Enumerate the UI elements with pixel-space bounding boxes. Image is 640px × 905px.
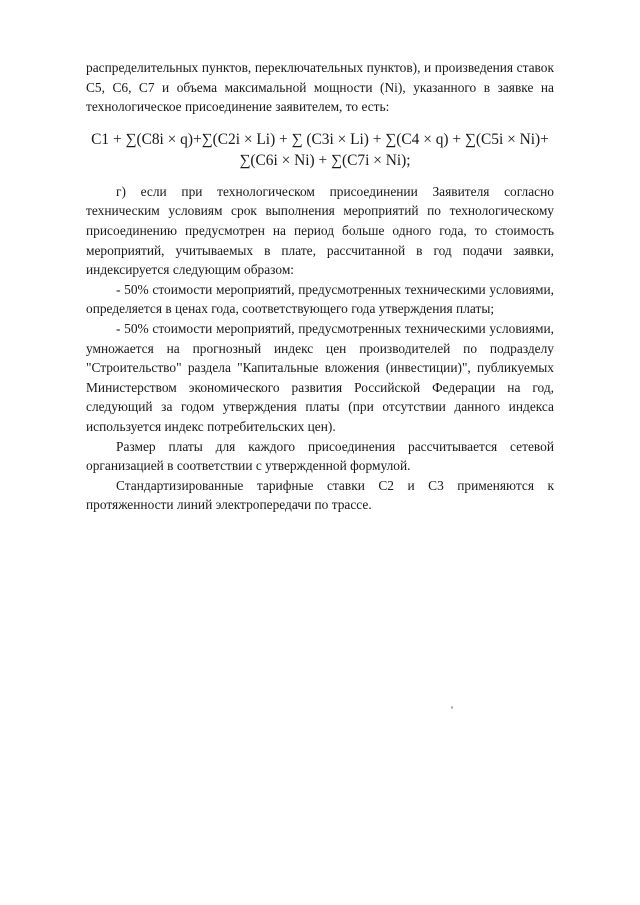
bullet-first-50-percent: - 50% стоимости мероприятий, предусмотренных техническими условиями, определяется в ценах года, соответствующего года утверждения платы; <box>86 281 554 317</box>
formula-line-1: C1 + ∑(C8i × q)+∑(C2i × Li) + ∑ (C3i × Li) + ∑(C4 × q) + ∑(C5i × Ni)+ <box>91 130 549 148</box>
bullet-second-50-percent: - 50% стоимости мероприятий, предусмотренных техническими условиями, умножается на прогнозный индекс цен производителей по подразделу "Строительство" раздела "Капитальные вложения (инвестиции)", публикуемых Министерством экономического развития Российской Федерации на год, следующий за годом утверждения платы (при отсутствии данного индекса используется индекс потребительских цен). <box>86 320 554 434</box>
paragraph-fee-amount: Размер платы для каждого присоединения рассчитывается сетевой организацией в соответствии с утвержденной формулой. <box>86 438 554 474</box>
clause-g: г) если при технологическом присоединении Заявителя согласно техническим условиям срок выполнения мероприятий по технологическому присоединению предусмотрен на период больше одного года, то стоимость мероприятий, учитываемых в плате, рассчитанной в год подачи заявки, индексируется следующим образом: <box>86 183 554 278</box>
document-text-body <box>86 58 554 515</box>
cost-formula <box>86 117 554 182</box>
intro-paragraph: распределительных пунктов, переключательных пунктов), и произведения ставок С5, С6, С7 и объема максимальной мощности (Ni), указанного в заявке на технологическое присоединение заявителем, то есть: <box>86 60 554 115</box>
paragraph-standard-rates: Стандартизированные тарифные ставки С2 и С3 применяются к протяженности линий электропередачи по трассе. <box>86 477 554 513</box>
scan-artifact-speck <box>451 706 453 709</box>
formula-line-2: ∑(C6i × Ni) + ∑(C7i × Ni); <box>239 151 411 169</box>
